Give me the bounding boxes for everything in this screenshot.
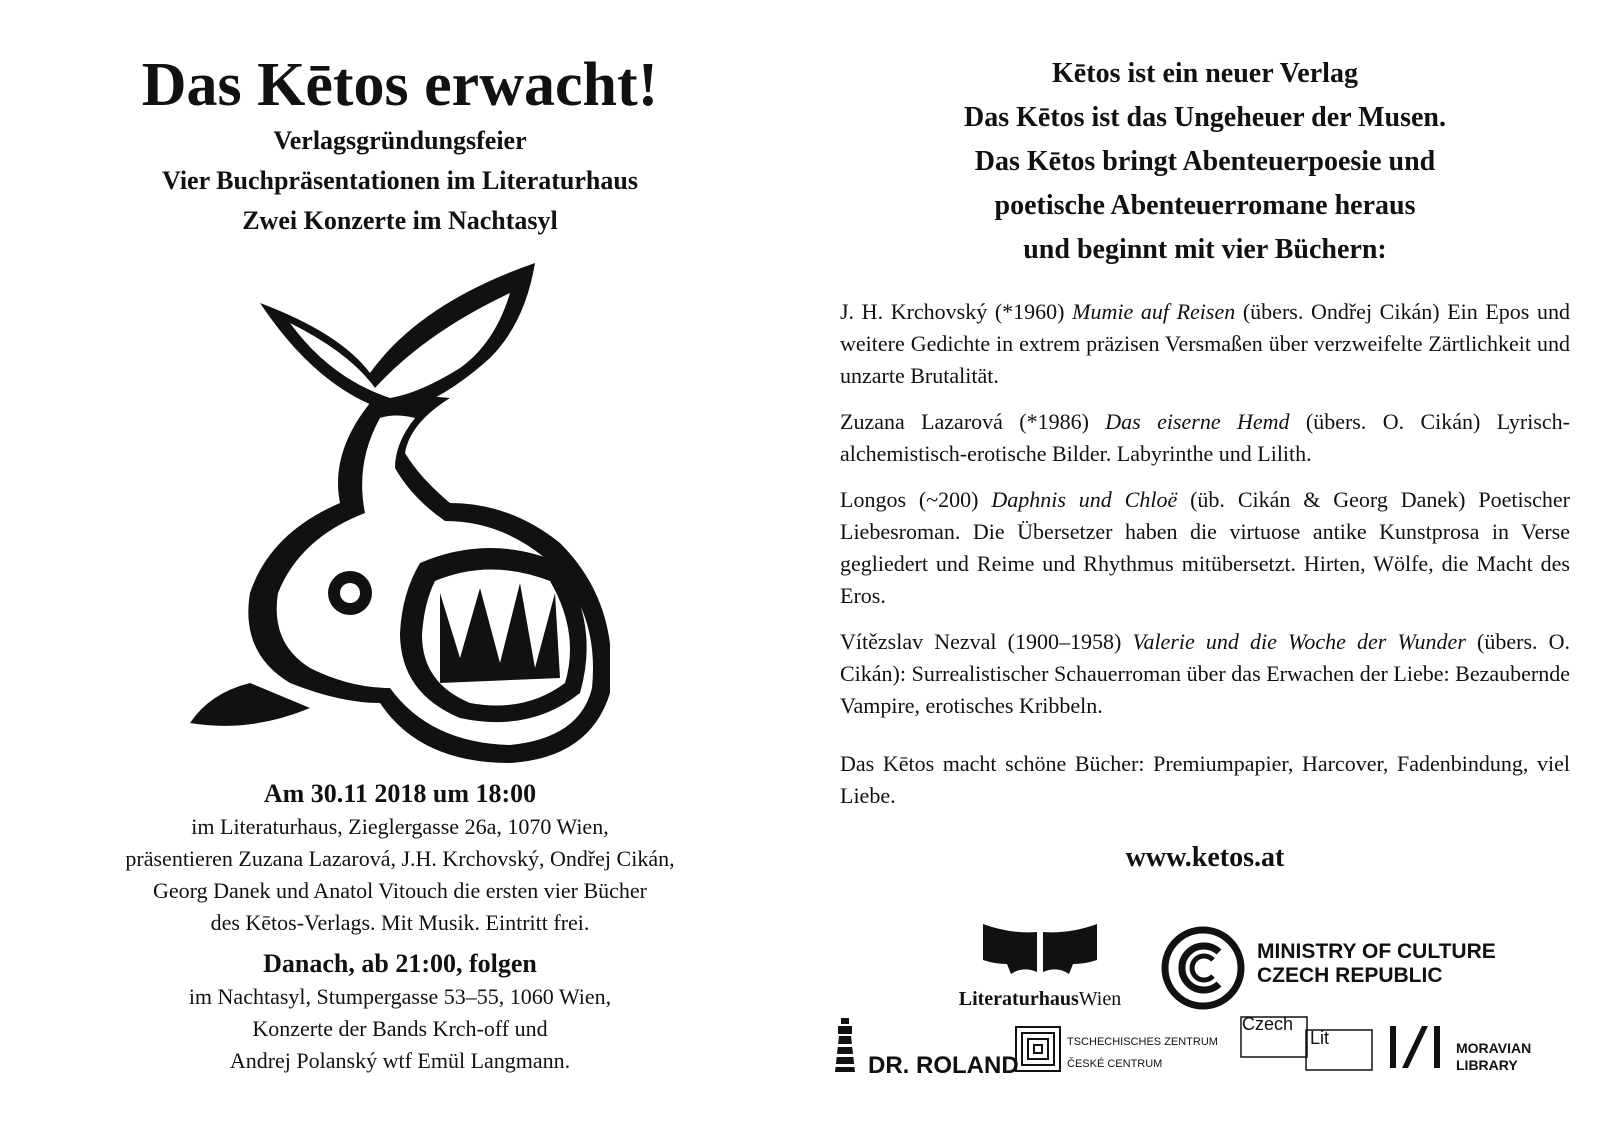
lighthouse-icon — [830, 1018, 860, 1074]
open-book-icon — [975, 920, 1105, 982]
book-title: Das eiserne Hemd — [1105, 409, 1290, 434]
book-description: Lyrisch-alchemistisch-erotische Bilder. Labyrinthe und Lilith. — [840, 409, 1571, 466]
sponsor-logos-top — [935, 920, 1575, 1010]
book-title: Mumie auf Reisen — [1072, 299, 1236, 324]
book-note: (übers. Ondřej Cikán) — [1242, 299, 1440, 324]
literaturhaus-label: LiteraturhausWien — [958, 988, 1122, 1010]
book-entry — [840, 484, 1570, 612]
moravian-mark-icon — [1388, 1024, 1450, 1070]
moravian-library-label: MORAVIAN LIBRARY — [1456, 1040, 1532, 1073]
book-title: Valerie und die Woche der Wunder — [1132, 629, 1466, 654]
book-entry — [840, 406, 1570, 470]
book-author: Zuzana Lazarová (*1986) — [840, 409, 1089, 434]
subtitle-line: Zwei Konzerte im Nachtasyl — [242, 206, 558, 236]
czech-centre-label: ČESKÉ CENTRUM — [1067, 1058, 1163, 1070]
right-column — [840, 52, 1570, 874]
czechlit-label: Lit — [1310, 1028, 1330, 1048]
czechlit-label: Czech — [1242, 1014, 1294, 1034]
czech-centre-label: TSCHECHISCHES ZENTRUM — [1067, 1036, 1218, 1048]
website-link[interactable]: www.ketos.at — [1125, 842, 1285, 873]
event-text: des Kētos-Verlags. Mit Musik. Eintritt frei. — [210, 910, 590, 936]
event-text: Andrej Polanský wtf Emül Langmann. — [229, 1048, 571, 1074]
event-text: im Literaturhaus, Zieglergasse 26a, 1070 Wien, — [191, 814, 609, 840]
book-note: (übers. O. Cikán): — [840, 629, 1571, 686]
moravian-library-logo — [1388, 1024, 1532, 1074]
book-entry — [840, 296, 1570, 392]
event-text: präsentieren Zuzana Lazarová, J.H. Krchovský, Ondřej Cikán, — [125, 846, 675, 872]
book-description: Ein Epos und weitere Gedichte in extrem präzisen Versmaßen über verzweifelte Zärtlichkeit und unzarte Brutalität. — [840, 299, 1570, 388]
left-column — [20, 50, 780, 1077]
book-note: (übers. O. Cikán) — [1305, 409, 1481, 434]
ministry-text: MINISTRY OF CULTURE CZECH REPUBLIC — [1257, 940, 1496, 987]
subtitle-line: Verlagsgründungsfeier — [273, 126, 527, 156]
ministry-emblem-icon — [1161, 926, 1245, 1010]
event-heading: Am 30.11 2018 um 18:00 — [263, 779, 537, 809]
whale-logo-icon — [190, 263, 610, 773]
page-title: Das Kētos erwacht! — [141, 51, 659, 119]
intro-line: Kētos ist ein neuer Verlag — [1052, 58, 1358, 89]
book-title: Daphnis und Chloë — [991, 487, 1178, 512]
event-text: im Nachtasyl, Stumpergasse 53–55, 1060 Wien, — [188, 984, 612, 1010]
book-note: (üb. Cikán & Georg Danek) — [1190, 487, 1466, 512]
czechlit-logo — [1240, 1016, 1380, 1072]
intro-block — [840, 52, 1570, 272]
dr-roland-label: DR. ROLAND — [868, 1052, 1019, 1079]
promo-text: Das Kētos macht schöne Bücher: Premiumpapier, Harcover, Fadenbindung, viel Liebe. — [840, 751, 1570, 808]
book-entry — [840, 626, 1570, 722]
event-text: Georg Danek und Anatol Vitouch die ersten vier Bücher — [153, 878, 647, 904]
book-description: Surrealistischer Schauerroman über das Erwachen der Liebe: Bezaubernde Vampire, erotisches Kribbeln. — [840, 661, 1570, 718]
book-description: Poetischer Liebesroman. Die Übersetzer haben die virtuose antike Kunstprosa in Verse gegliedert und Reime und Rhythmus mitübersetzt. Hirten, Wölfe, die Macht des Eros. — [840, 487, 1571, 608]
book-list — [840, 296, 1570, 722]
maze-icon — [1015, 1026, 1061, 1072]
dr-roland-logo — [830, 1018, 1019, 1079]
book-author: Longos (~200) — [840, 487, 979, 512]
book-author: Vítězslav Nezval (1900–1958) — [840, 629, 1122, 654]
event-text: Konzerte der Bands Krch-off und — [252, 1016, 548, 1042]
intro-line: und beginnt mit vier Büchern: — [1023, 234, 1387, 265]
event-heading: Danach, ab 21:00, folgen — [263, 949, 537, 979]
book-author: J. H. Krchovský (*1960) — [840, 299, 1065, 324]
czech-centre-logo — [1015, 1026, 1218, 1076]
ministry-logo — [1161, 926, 1581, 1010]
literaturhaus-logo — [935, 920, 1145, 1011]
intro-line: poetische Abenteuerromane heraus — [994, 190, 1416, 221]
intro-line: Das Kētos ist das Ungeheuer der Musen. — [964, 102, 1446, 133]
sponsor-logos-bottom — [830, 1016, 1590, 1096]
subtitle-line: Vier Buchpräsentationen im Literaturhaus — [162, 166, 638, 196]
intro-line: Das Kētos bringt Abenteuerpoesie und — [974, 146, 1436, 177]
